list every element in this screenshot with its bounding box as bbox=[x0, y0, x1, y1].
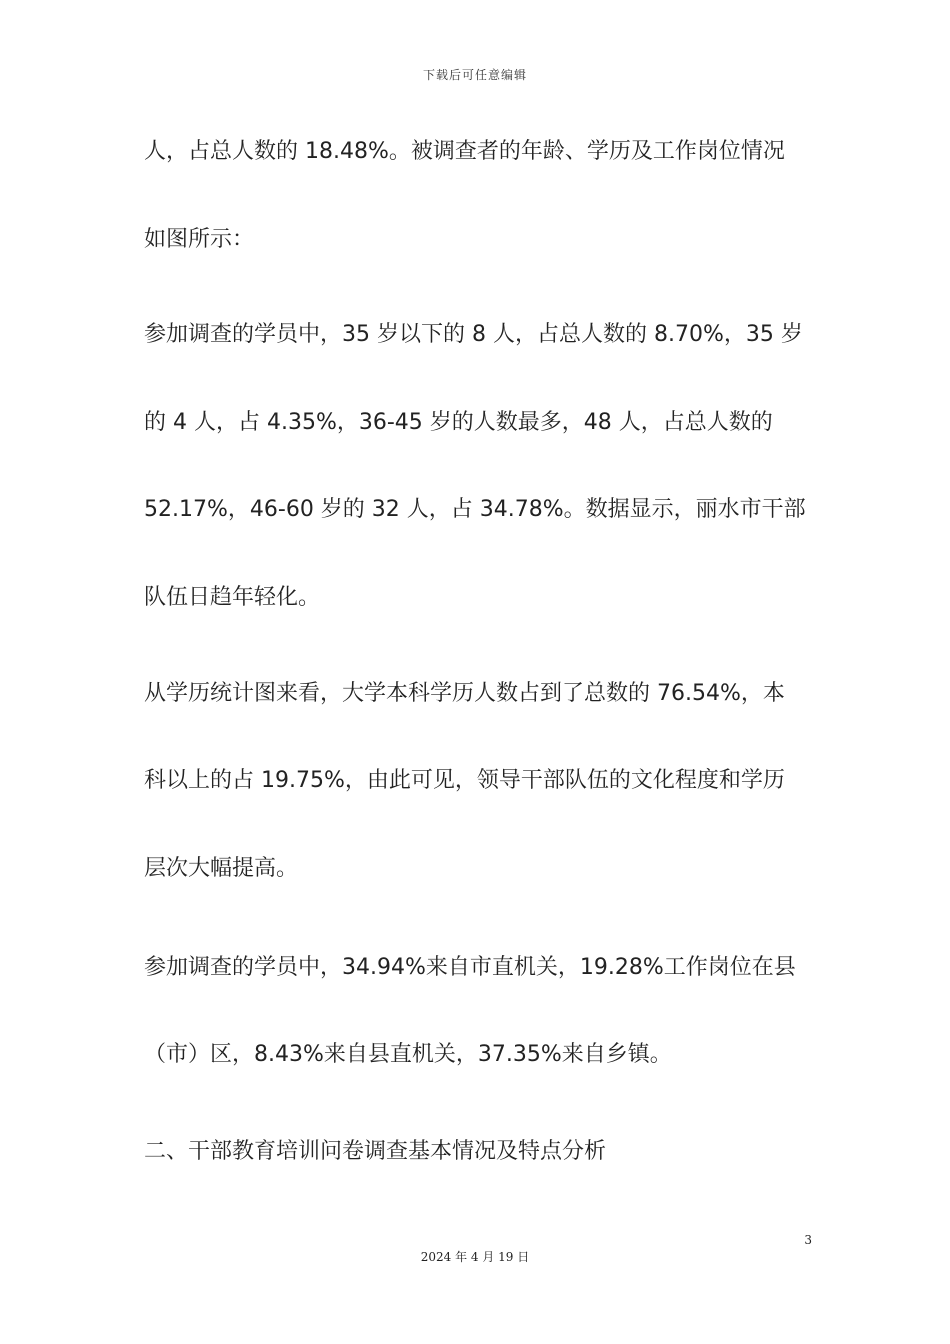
body-line: 队伍日趋年轻化。 bbox=[144, 585, 321, 610]
body-line: 层次大幅提高。 bbox=[144, 856, 299, 881]
body-line: 的 4 人，占 4.35%，36-45 岁的人数最多，48 人，占总人数的 bbox=[144, 410, 773, 435]
body-line: 从学历统计图来看，大学本科学历人数占到了总数的 76.54%，本 bbox=[144, 681, 785, 706]
body-line: （市）区，8.43%来自县直机关，37.35%来自乡镇。 bbox=[144, 1042, 672, 1067]
body-line: 参加调查的学员中，34.94%来自市直机关，19.28%工作岗位在县 bbox=[144, 955, 796, 980]
body-line: 科以上的占 19.75%，由此可见，领导干部队伍的文化程度和学历 bbox=[144, 768, 785, 793]
page-number: 3 bbox=[804, 1233, 812, 1247]
section-heading: 二、干部教育培训问卷调查基本情况及特点分析 bbox=[144, 1139, 607, 1164]
body-line: 人，占总人数的 18.48%。被调查者的年龄、学历及工作岗位情况 bbox=[144, 139, 785, 164]
page-header: 下载后可任意编辑 bbox=[422, 68, 527, 82]
body-line: 52.17%，46-60 岁的 32 人，占 34.78%。数据显示，丽水市干部 bbox=[144, 497, 806, 522]
body-line: 如图所示： bbox=[144, 227, 255, 252]
body-line: 参加调查的学员中，35 岁以下的 8 人，占总人数的 8.70%，35 岁 bbox=[144, 322, 803, 347]
footer-date: 2024 年 4 月 19 日 bbox=[420, 1250, 530, 1264]
